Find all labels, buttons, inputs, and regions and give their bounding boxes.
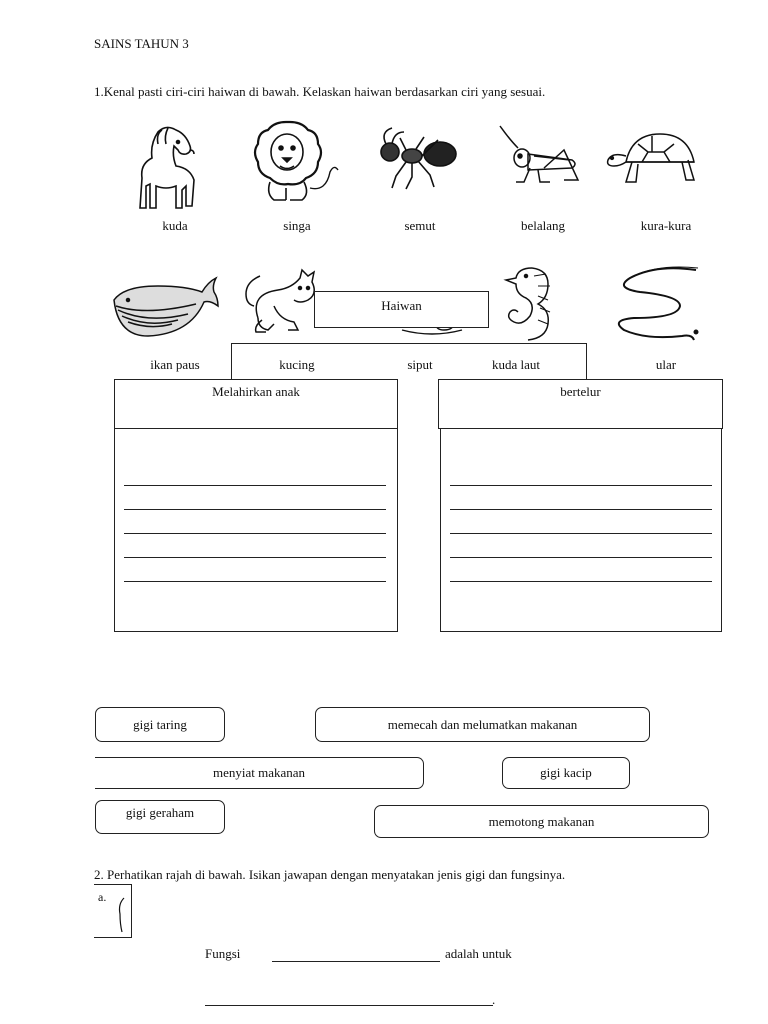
answer-line[interactable] — [450, 509, 712, 510]
pill-label: memotong makanan — [488, 813, 595, 829]
answer-line[interactable] — [124, 533, 386, 534]
whale-icon — [108, 270, 220, 340]
answer-box-bertelur[interactable] — [440, 429, 722, 632]
question-2-instruction: 2. Perhatikan rajah di bawah. Isikan jawapan dengan menyatakan jenis gigi dan fungsinya. — [94, 867, 566, 882]
animal-label-singa: singa — [283, 218, 311, 233]
answer-line[interactable] — [450, 533, 712, 534]
grasshopper-icon — [494, 124, 584, 194]
ant-icon — [376, 126, 466, 196]
item-label-a: a. — [98, 890, 107, 904]
pill-gigi-kacip[interactable] — [502, 757, 630, 789]
horse-icon — [128, 122, 208, 212]
tooth-type-answer-line[interactable] — [272, 961, 440, 962]
animal-label-kuda-laut: kuda laut — [491, 357, 540, 372]
animal-label-belalang: belalang — [520, 218, 566, 233]
pill-label: gigi kacip — [540, 765, 592, 780]
answer-line[interactable] — [124, 581, 386, 582]
pill-label: menyiat makanan — [212, 765, 306, 780]
animal-label-kucing: kucing — [279, 357, 315, 372]
answer-line[interactable] — [450, 557, 712, 558]
category-label-bertelur: bertelur — [560, 384, 601, 399]
pill-label: gigi geraham — [125, 805, 195, 820]
answer-box-melahirkan-anak[interactable] — [114, 429, 398, 632]
animal-label-ular: ular — [655, 357, 677, 372]
tortoise-icon — [602, 132, 702, 194]
pill-label: memecah dan melumatkan makanan — [387, 716, 578, 732]
cat-icon — [238, 266, 318, 346]
pill-memotong-makanan[interactable] — [374, 805, 709, 838]
adalah-untuk-label: adalah untuk — [445, 946, 512, 961]
pill-gigi-geraham[interactable] — [95, 800, 225, 834]
answer-line[interactable] — [124, 557, 386, 558]
animal-label-siput: siput — [407, 357, 433, 372]
question-1-instruction: 1.Kenal pasti ciri-ciri haiwan di bawah. Kelaskan haiwan berdasarkan ciri yang sesuai. — [94, 84, 546, 99]
function-answer-line[interactable] — [205, 1005, 493, 1006]
pill-label: gigi taring — [133, 716, 187, 732]
snake-icon — [612, 262, 704, 342]
answer-line[interactable] — [450, 485, 712, 486]
tooth-icon — [116, 896, 128, 936]
haiwan-root-label: Haiwan — [381, 298, 422, 313]
animal-label-semut: semut — [404, 218, 436, 233]
pill-gigi-taring[interactable] — [95, 707, 225, 742]
pill-menyiat-makanan[interactable] — [95, 757, 424, 789]
animal-label-ikan-paus: ikan paus — [150, 357, 200, 372]
worksheet-title: SAINS TAHUN 3 — [94, 36, 189, 51]
answer-line[interactable] — [124, 509, 386, 510]
category-label-melahirkan-anak: Melahirkan anak — [212, 384, 300, 399]
animal-label-kura-kura: kura-kura — [640, 218, 692, 233]
answer-line[interactable] — [450, 581, 712, 582]
pill-memecah-makanan[interactable] — [315, 707, 650, 742]
animal-label-kuda: kuda — [162, 218, 188, 233]
fungsi-label: Fungsi — [205, 946, 241, 961]
answer-period: . — [492, 992, 496, 1007]
seahorse-icon — [504, 264, 564, 344]
lion-icon — [250, 118, 340, 208]
answer-line[interactable] — [124, 485, 386, 486]
